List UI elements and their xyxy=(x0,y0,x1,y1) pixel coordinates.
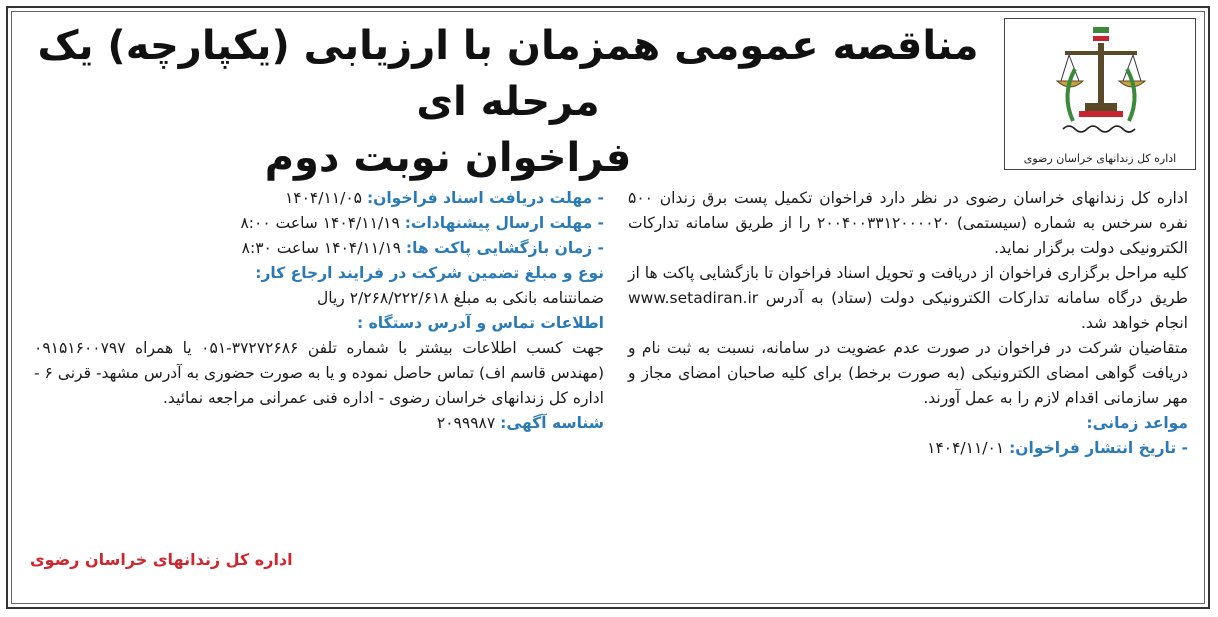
left-column xyxy=(34,186,604,436)
publish-date-row xyxy=(628,436,1188,461)
logo-script-lettering: سازمان زندانها و اقدامات تامینی و تربیتی کشور xyxy=(1101,129,1121,130)
publish-date-label: - تاریخ انتشار فراخوان: xyxy=(1009,439,1188,457)
contact-text: جهت کسب اطلاعات بیشتر با شماره تلفن ۳۷۲۷۲۶۸۶-۰۵۱ یا همراه ۰۹۱۵۱۶۰۰۷۹۷ (مهندس قاسم اف) تماس حاصل نموده و یا به صورت حضوری به آدرس مشهد- قرنی ۶ - اداره کل زندانهای خراسان رضوی - اداره فنی عمرانی مراجعه نمائید. xyxy=(34,339,604,407)
title-line-2: فراخوان نوبت دوم xyxy=(264,135,632,181)
logo-box xyxy=(1004,18,1196,170)
bids-deadline-value: ۱۴۰۴/۱۱/۱۹ ساعت ۸:۰۰ xyxy=(240,214,400,232)
intro-paragraph: اداره کل زندانهای خراسان رضوی در نظر دارد فراخوان تکمیل پست برق زندان ۵۰۰ نفره سرخس به شماره (سیستمی) ۲۰۰۴۰۰۳۳۱۲۰۰۰۰۲۰ را از طریق سامانه تدارکات الکترونیکی دولت برگزار نماید. xyxy=(628,189,1188,257)
docs-deadline-label: - مهلت دریافت اسناد فراخوان: xyxy=(366,189,604,207)
ad-id-value: ۲۰۹۹۹۸۷ xyxy=(436,414,496,432)
contact-heading: اطلاعات تماس و آدرس دستگاه : xyxy=(357,314,604,332)
schedule-heading: مواعد زمانی: xyxy=(1086,414,1188,432)
guarantee-text: ضمانتنامه بانکی به مبلغ ۲/۲۶۸/۲۲۲/۶۱۸ ریال xyxy=(316,289,604,307)
title-line-1: مناقصه عمومی همزمان با ارزیابی (یکپارچه) یک مرحله ای xyxy=(37,23,979,125)
setadiran-url[interactable]: www.setadiran.ir xyxy=(628,289,759,307)
docs-deadline-value: ۱۴۰۴/۱۱/۰۵ xyxy=(284,189,362,207)
ad-id-label: شناسه آگهی: xyxy=(500,414,604,432)
bids-deadline-label: - مهلت ارسال پیشنهادات: xyxy=(404,214,604,232)
docs-deadline-row xyxy=(34,186,604,211)
registration-paragraph: متقاضیان شرکت در فراخوان در صورت عدم عضویت در سامانه، نسبت به ثبت نام و دریافت گواهی امضای الکترونیکی (به صورت برخط) برای کلیه صاحبان امضای مجاز و مهر سازمانی اقدام لازم را به عمل آورند. xyxy=(628,339,1188,407)
process-text-after: انجام خواهد شد. xyxy=(1080,314,1188,332)
opening-value: ۱۴۰۴/۱۱/۱۹ ساعت ۸:۳۰ xyxy=(241,239,401,257)
process-text-before: کلیه مراحل برگزاری فراخوان از دریافت و تحویل اسناد فراخوان تا بازگشایی پاکت ها از طریق درگاه سامانه تدارکات الکترونیکی دولت (ستاد) به آدرس xyxy=(628,264,1188,307)
publish-date-value: ۱۴۰۴/۱۱/۰۱ xyxy=(927,439,1005,457)
logo-caption: اداره کل زندانهای خراسان رضوی xyxy=(1023,152,1177,165)
guarantee-heading: نوع و مبلغ تضمین شرکت در فرایند ارجاع کار: xyxy=(255,264,604,282)
opening-label: - زمان بازگشایی پاکت ها: xyxy=(405,239,604,257)
opening-row xyxy=(34,236,604,261)
ad-id-row xyxy=(34,411,604,436)
right-column xyxy=(628,186,1188,461)
bids-deadline-row xyxy=(34,211,604,236)
scales-of-justice-emblem-icon xyxy=(1051,25,1151,137)
notice-title xyxy=(28,18,988,186)
signature: اداره کل زندانهای خراسان رضوی xyxy=(30,550,293,569)
process-paragraph xyxy=(628,261,1188,336)
